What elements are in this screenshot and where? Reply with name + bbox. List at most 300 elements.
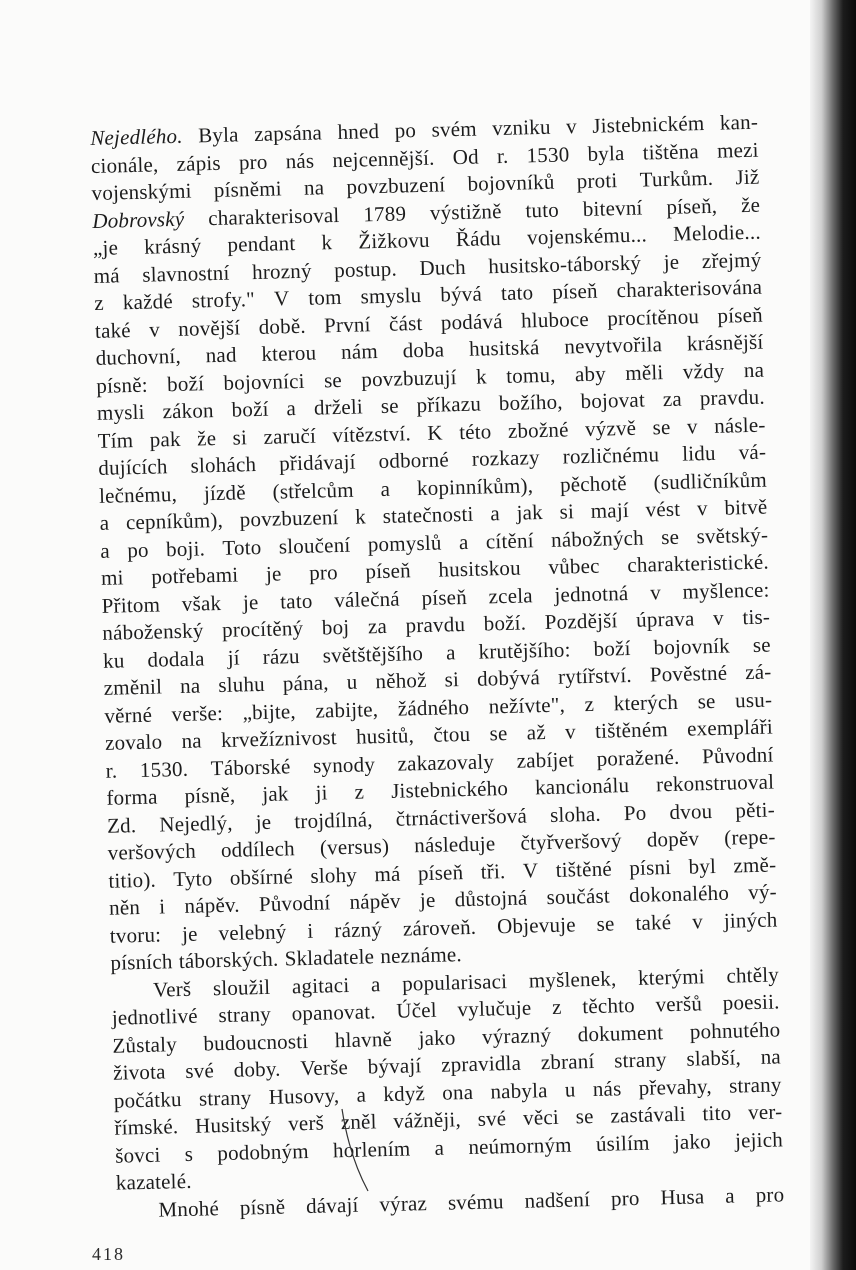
word: a (370, 971, 381, 996)
word: (repe- (723, 824, 776, 850)
word: smyslu (360, 282, 422, 309)
word: horlením (332, 1135, 411, 1162)
word: strany (218, 1001, 272, 1028)
word: dávají (305, 1192, 359, 1218)
word: a (489, 501, 501, 526)
word: hrozný (251, 258, 312, 284)
word: římské. (114, 1114, 179, 1140)
word: pendant (227, 231, 296, 257)
word: píseň (421, 584, 468, 610)
word: strany (613, 1047, 668, 1073)
word: vylučuje (457, 995, 532, 1022)
word: čtou (433, 721, 471, 747)
word: zněl (340, 1109, 377, 1135)
word: byl (688, 853, 717, 879)
word: v (564, 719, 577, 744)
word: své (185, 1058, 215, 1083)
word: je (663, 249, 680, 274)
word: Přitom (101, 591, 161, 618)
word: lečnému, (98, 481, 178, 508)
word: mi (100, 565, 124, 590)
word: píseň (417, 859, 464, 885)
word: zcela (488, 582, 534, 608)
word: aby (574, 360, 607, 386)
word: byla (587, 140, 625, 166)
word: mezi (716, 137, 759, 163)
word: pro (238, 149, 268, 174)
word: světštějšího (322, 640, 424, 667)
word: výstižně (429, 198, 502, 225)
word: ji (315, 780, 328, 805)
word: slohách (190, 452, 257, 478)
word: se (697, 688, 716, 713)
word: rytířství. (557, 662, 633, 689)
word: dokonalého (628, 880, 730, 908)
word: úsilím (595, 1130, 650, 1156)
word: čtrnáctiveršová (395, 803, 528, 831)
word: změnil (103, 674, 163, 700)
word: čtyřveršový (520, 828, 623, 855)
word: jízdě (203, 479, 246, 505)
word: za (662, 386, 683, 412)
word: jak (262, 781, 289, 806)
word: rázný (334, 916, 383, 942)
word: se (752, 632, 772, 657)
word: v (712, 605, 725, 630)
word: dokument (577, 1019, 664, 1046)
word: „bijte, (242, 698, 297, 724)
word: nabyla (490, 1077, 548, 1104)
word: jak (516, 500, 544, 525)
word: charakteristické. (627, 549, 770, 577)
word: života (112, 1059, 166, 1085)
word: tvoru: (109, 922, 162, 948)
word: tato (500, 280, 534, 306)
word: rozkazy (471, 445, 540, 471)
word: nás (285, 148, 315, 173)
word: duchovní, (95, 343, 182, 370)
word: zpravidla (440, 1050, 522, 1077)
word: však (181, 590, 222, 616)
word: se (489, 720, 508, 746)
word: také (635, 909, 672, 935)
word: strofy." (191, 287, 256, 313)
word: zovalo (104, 729, 163, 755)
word: výrazný (481, 1022, 552, 1049)
word: z (94, 290, 105, 315)
word: Řádu (455, 225, 502, 252)
word: husitská (468, 335, 540, 361)
word: Tyto (173, 865, 213, 891)
word: slohy (310, 862, 358, 888)
word: a (356, 1082, 367, 1107)
word: písně (239, 1194, 286, 1220)
word: má (93, 262, 121, 288)
word: písních (110, 949, 173, 975)
word: písni (629, 854, 672, 880)
word: veršů (655, 991, 703, 1017)
word: rekonstruoval (655, 769, 775, 797)
word: vojenskému... (526, 222, 648, 250)
word: součást (546, 883, 611, 910)
word: bývá (440, 281, 483, 307)
word: pána, (282, 670, 330, 696)
word: boží (593, 635, 631, 661)
word: Verš (152, 976, 192, 1002)
word: u (564, 1076, 576, 1102)
word: píseň, (666, 193, 718, 219)
word: přidávají (278, 449, 356, 476)
word: pro (610, 1185, 640, 1211)
word: tomu, (505, 362, 556, 388)
word: k (475, 363, 488, 389)
word: r. (496, 143, 509, 168)
word: následuje (413, 831, 496, 858)
page-number: 418 (92, 1244, 125, 1264)
word: a (286, 396, 297, 421)
word: nevytvořila (564, 332, 663, 359)
word: sluhu (218, 671, 266, 698)
word: píseň (717, 302, 764, 328)
word: ver- (747, 1099, 783, 1125)
word: zbožné (507, 416, 569, 443)
word: postup. (333, 256, 398, 282)
word: část (388, 310, 423, 336)
word: budoucnosti (203, 1028, 309, 1055)
word: Nejedlého. (90, 123, 183, 150)
word: zřejmý (701, 247, 762, 273)
word: První (323, 311, 371, 337)
word: exempláři (686, 714, 774, 741)
word: rázu (262, 643, 300, 669)
word: proti (576, 168, 618, 194)
word: povzbuzení (346, 172, 446, 199)
word: jako (418, 1024, 456, 1050)
word: kancionálu (534, 773, 630, 800)
word: pravdu. (699, 384, 766, 411)
word: tuto (525, 197, 560, 222)
word: příkazu (416, 391, 482, 418)
word: cepníkům), (125, 507, 224, 535)
word: bývají (367, 1053, 422, 1079)
word: doba (402, 337, 445, 363)
word: Objevuje (496, 911, 576, 938)
word: tištěné (555, 855, 613, 882)
word: své (477, 1106, 507, 1131)
word: písně, (184, 782, 236, 808)
word: pravdu (405, 611, 466, 638)
word: opanovat. (291, 999, 376, 1026)
word: hned (337, 118, 380, 144)
word: Jistebnického (390, 775, 509, 803)
word: jako (673, 1128, 712, 1154)
word: Účel (396, 997, 438, 1023)
word: „je (92, 235, 119, 260)
word: strany (198, 1084, 252, 1111)
word: vítězství. (332, 420, 412, 447)
word: pro (755, 1181, 785, 1207)
word: dobývá (476, 665, 541, 691)
word: tis- (742, 604, 771, 630)
word: Husa (660, 1183, 705, 1209)
word: procítěný (221, 615, 304, 642)
word: nám (340, 339, 379, 364)
word: pro (308, 560, 339, 585)
word: pěti- (735, 796, 776, 822)
word: nežívte", (488, 692, 566, 718)
word: světský- (696, 522, 769, 548)
word: Původní (258, 890, 331, 917)
word: počátku (113, 1086, 182, 1113)
word: si (232, 424, 248, 450)
word: vzniku (491, 114, 551, 141)
word: Husovy, (268, 1082, 340, 1109)
word: oddílech (220, 836, 296, 863)
word: bitevní (582, 195, 643, 221)
word: charakterisoval (207, 202, 340, 230)
word: vý- (747, 879, 778, 905)
word: forma (106, 784, 158, 810)
word: tištěném (594, 717, 669, 743)
word: nápěv. (184, 892, 241, 918)
word: povzbuzují (361, 364, 457, 391)
word: píseň (552, 278, 598, 304)
word: se (652, 414, 671, 439)
word: krvežíznivost (220, 725, 338, 752)
word: násle- (713, 412, 766, 438)
word: něhož (375, 667, 427, 694)
body-text (90, 110, 785, 1226)
word: podává (440, 308, 503, 334)
word: je (181, 921, 198, 946)
word: ku (102, 647, 125, 673)
word: tato (279, 588, 313, 613)
word: Husitský (194, 1111, 272, 1138)
word: věci (522, 1104, 560, 1130)
word: boji. (165, 535, 206, 561)
word: (sudličníkům (653, 467, 768, 494)
word: poesii. (722, 989, 780, 1015)
word: pěchotě (559, 470, 627, 497)
word: kterou (261, 340, 317, 366)
word: nejcennější. (332, 145, 435, 172)
word: šovci (114, 1142, 161, 1168)
word: písně: (96, 372, 148, 398)
word: Po (623, 800, 647, 825)
word: cionále, (90, 151, 159, 178)
word: boží (231, 396, 269, 422)
word: po (127, 537, 149, 562)
word: dodala (147, 645, 205, 672)
word: Táborské (210, 753, 291, 780)
word: svému (447, 1188, 504, 1215)
word: změ- (733, 851, 777, 877)
word: jednotlivé (111, 1003, 199, 1030)
word: zakazovaly (397, 748, 495, 776)
word: výraz (379, 1190, 428, 1216)
word: si (559, 499, 575, 524)
word: a (100, 538, 111, 563)
word: hluboce (520, 306, 590, 333)
word: Skladatele (284, 944, 375, 971)
word: má (374, 861, 401, 886)
word: bojovat (580, 387, 646, 414)
word: nad (205, 342, 237, 368)
word: k (354, 504, 367, 529)
word: potřebami (151, 562, 239, 589)
word: mají (590, 497, 630, 523)
word: novější (177, 314, 241, 341)
word: 1530. (139, 756, 189, 782)
word: Melodie... (672, 219, 762, 246)
word: dujících (98, 454, 168, 480)
word: veršových (107, 838, 197, 865)
word: krásnější (686, 329, 764, 356)
word: cítění (485, 527, 534, 553)
word: zápis (176, 150, 222, 176)
word: je (255, 809, 272, 834)
word: na (179, 673, 201, 698)
word: Byla (197, 122, 239, 148)
word: Zůstaly (112, 1031, 178, 1058)
word: charakterisována (616, 274, 763, 303)
word: drželi (313, 394, 364, 420)
word: velebný (218, 918, 287, 945)
word: rozličnému (562, 442, 660, 469)
word: vůbec (548, 553, 600, 579)
word: něn (108, 895, 141, 920)
word: mysli (96, 399, 145, 425)
word: Tím (97, 427, 134, 453)
word: doby. (233, 1056, 281, 1082)
word: Zd. (106, 812, 137, 838)
word: nábožných (550, 525, 645, 552)
word: zastávali (610, 1101, 686, 1128)
word: agitaci (291, 972, 350, 998)
word: se (575, 1103, 594, 1129)
word: r. (105, 758, 118, 783)
word: se (660, 524, 680, 549)
word: a (458, 529, 469, 554)
word: v (565, 114, 578, 139)
word: husitsko-táborský (488, 250, 642, 278)
word: bojovníci (223, 368, 305, 395)
word: až (526, 720, 547, 745)
word: také (94, 317, 132, 343)
word: procítěnou (607, 303, 700, 330)
word: jí (227, 645, 241, 670)
word: na (303, 175, 325, 200)
word: píseň (365, 558, 412, 584)
word: i (158, 894, 166, 919)
word: na (760, 1044, 782, 1069)
word: z (584, 691, 595, 716)
word: sloužil (212, 974, 271, 1000)
word: neznáme. (380, 942, 463, 969)
word: zákon (162, 398, 215, 424)
word: krutějšího: (478, 636, 571, 664)
word: V (522, 857, 539, 883)
word: vždy (682, 358, 725, 384)
word: se (596, 910, 615, 936)
word: sloučení (278, 532, 351, 559)
word: husitskou (438, 555, 522, 582)
word: Dobrovský (92, 206, 185, 233)
word: výzvě (584, 415, 637, 441)
word: této (458, 418, 492, 444)
word: tištěna (642, 138, 700, 165)
word: a (724, 1183, 736, 1208)
word: Pověstné (649, 660, 728, 687)
word: bojovník (653, 633, 731, 659)
word: důstojná (454, 885, 528, 912)
word: k (321, 230, 333, 255)
word: úprava (635, 606, 695, 632)
word: sloha. (549, 801, 602, 827)
word: jiných (723, 906, 778, 933)
word: Toto (222, 534, 262, 560)
word: svém (431, 116, 478, 142)
word: zbraní (540, 1048, 595, 1075)
word: pomyslů (367, 530, 442, 556)
word: pohnutého (689, 1016, 781, 1044)
word: že (740, 192, 761, 217)
word: na (181, 728, 203, 753)
word: i (307, 918, 314, 943)
pen-mark (340, 1105, 370, 1195)
word: vá- (738, 439, 767, 465)
word: Žižkovu (358, 227, 430, 254)
word: (versus) (319, 833, 390, 860)
word: Pozdější (544, 608, 618, 635)
word: zabijte, (315, 696, 379, 723)
word: je (419, 887, 436, 913)
word: myšlenek, (528, 965, 617, 993)
word: Duch (419, 254, 467, 280)
word: Mnohé (158, 1195, 220, 1222)
word: boj (321, 614, 350, 640)
word: kazatelé. (115, 1168, 192, 1195)
word: Původní (701, 741, 774, 768)
word: a (380, 476, 391, 501)
word: trojdílná, (294, 806, 373, 833)
word: boží (166, 370, 205, 396)
word: kan- (719, 109, 759, 135)
word: poražené. (596, 744, 680, 771)
word: písněmi (213, 176, 283, 202)
word: verše: (171, 700, 224, 726)
word: 1530 (526, 141, 570, 167)
word: těchto (582, 992, 636, 1019)
word: myšlence: (682, 577, 770, 604)
word: tom (308, 284, 342, 310)
word: vést (645, 496, 681, 522)
word: krásný (143, 233, 202, 259)
word: táborských. (178, 946, 279, 974)
word: husitů, (355, 723, 415, 749)
word: usu- (734, 687, 773, 712)
word: v (686, 413, 698, 439)
word: odborné (378, 447, 450, 474)
word: za (367, 613, 388, 639)
word: po (394, 118, 417, 143)
word: zabíjet (516, 746, 575, 773)
word: synody (312, 751, 376, 778)
word: Jistebnickém (592, 110, 705, 138)
word: Nejedlý, (159, 810, 233, 837)
word: neúmorným (468, 1132, 572, 1159)
word: v (649, 579, 662, 604)
